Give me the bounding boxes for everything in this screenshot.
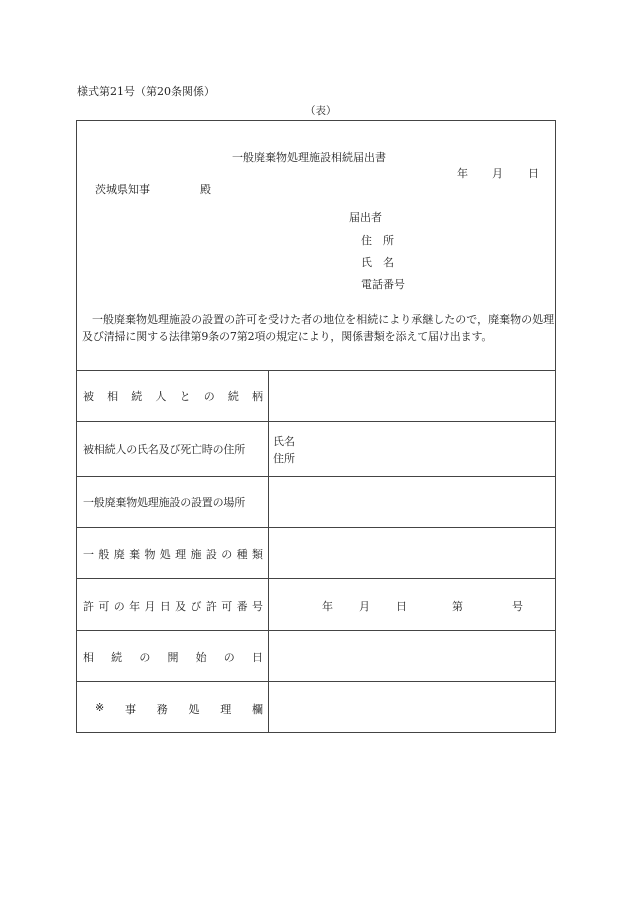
label-char: 許 <box>83 600 94 613</box>
table-divider <box>76 578 556 579</box>
label-char: 欄 <box>251 703 263 716</box>
row-label-permit-date-number <box>83 598 263 614</box>
label-char: 始 <box>195 651 207 664</box>
body-text: 一般廃棄物処理施設の設置の許可を受けた者の地位を相続により承継したので，廃棄物の処理及び清掃に関する法律第9条の7第2項の規定により，関係書類を添えて届け出ます。 <box>82 313 554 343</box>
label-char: 可 <box>221 600 233 613</box>
label-char: 理 <box>220 703 232 716</box>
label-char: 物 <box>144 548 156 561</box>
row-label-facility-location: 一般廃棄物処理施設の設置の場所 <box>83 496 245 509</box>
label-char: の <box>221 548 233 561</box>
date-year-label: 年 <box>457 167 468 180</box>
table-divider <box>76 370 556 371</box>
label-char: 廃 <box>113 548 125 561</box>
row-label-office-use <box>95 701 263 717</box>
label-char: 許 <box>205 600 217 613</box>
label-char: 種 <box>236 548 248 561</box>
label-char: の <box>139 651 151 664</box>
table-divider <box>76 681 556 682</box>
notifier-address-label: 住 所 <box>361 234 394 247</box>
notifier-name-label: 氏 名 <box>361 256 394 269</box>
permit-number-suffix: 号 <box>512 600 523 613</box>
label-char: 一 <box>83 548 94 561</box>
label-char: 番 <box>236 600 248 613</box>
deceased-address-label: 住所 <box>273 452 295 465</box>
label-char: 施 <box>190 548 202 561</box>
form-number: 様式第21号（第20条関係） <box>77 85 215 98</box>
table-divider <box>76 421 556 422</box>
date-day-label: 日 <box>528 167 539 180</box>
label-char: 続 <box>227 390 239 403</box>
label-char: の <box>113 600 125 613</box>
permit-day-label: 日 <box>396 600 407 613</box>
side-label: （表） <box>305 105 337 117</box>
label-char: 号 <box>251 600 263 613</box>
notifier-heading: 届出者 <box>349 211 382 224</box>
row-label-inheritance-start-date <box>83 649 263 665</box>
label-char: 処 <box>159 548 171 561</box>
table-divider <box>76 630 556 631</box>
label-char: 日 <box>159 600 171 613</box>
date-month-label: 月 <box>492 167 503 180</box>
table-divider <box>76 476 556 477</box>
label-char: 続 <box>131 390 143 403</box>
form-box <box>76 120 556 733</box>
label-char: 相 <box>107 390 119 403</box>
label-char: 開 <box>167 651 179 664</box>
label-char: 事 <box>124 703 136 716</box>
label-char: 棄 <box>129 548 141 561</box>
label-char: 理 <box>175 548 187 561</box>
label-char: 般 <box>98 548 110 561</box>
label-char: び <box>190 600 202 613</box>
label-char: の <box>203 390 215 403</box>
label-char: 月 <box>144 600 156 613</box>
document-title: 一般廃棄物処理施設相続届出書 <box>232 151 386 164</box>
label-char: 柄 <box>251 390 263 403</box>
label-char: 類 <box>251 548 263 561</box>
addressee-suffix: 殿 <box>200 183 211 196</box>
table-column-divider <box>268 370 269 733</box>
label-char: ※ <box>95 701 105 714</box>
notifier-phone-label: 電話番号 <box>361 278 405 291</box>
label-char: 人 <box>155 390 167 403</box>
table-divider <box>76 527 556 528</box>
permit-year-label: 年 <box>322 600 333 613</box>
row-label-deceased-name-address: 被相続人の氏名及び死亡時の住所 <box>83 443 245 456</box>
label-char: 相 <box>83 651 94 664</box>
label-char: 日 <box>251 651 263 664</box>
addressee: 茨城県知事 <box>95 183 150 196</box>
label-char: 可 <box>98 600 110 613</box>
row-label-relationship <box>83 388 263 404</box>
row-label-facility-type <box>83 546 263 562</box>
label-char: 年 <box>129 600 141 613</box>
label-char: 及 <box>175 600 187 613</box>
label-char: 務 <box>156 703 168 716</box>
permit-number-prefix: 第 <box>452 600 463 613</box>
label-char: 被 <box>83 390 94 403</box>
label-char: 設 <box>205 548 217 561</box>
label-char: 処 <box>188 703 200 716</box>
label-char: の <box>223 651 235 664</box>
permit-month-label: 月 <box>359 600 370 613</box>
label-char: と <box>179 390 191 403</box>
deceased-name-label: 氏名 <box>273 435 295 448</box>
label-char: 続 <box>111 651 123 664</box>
